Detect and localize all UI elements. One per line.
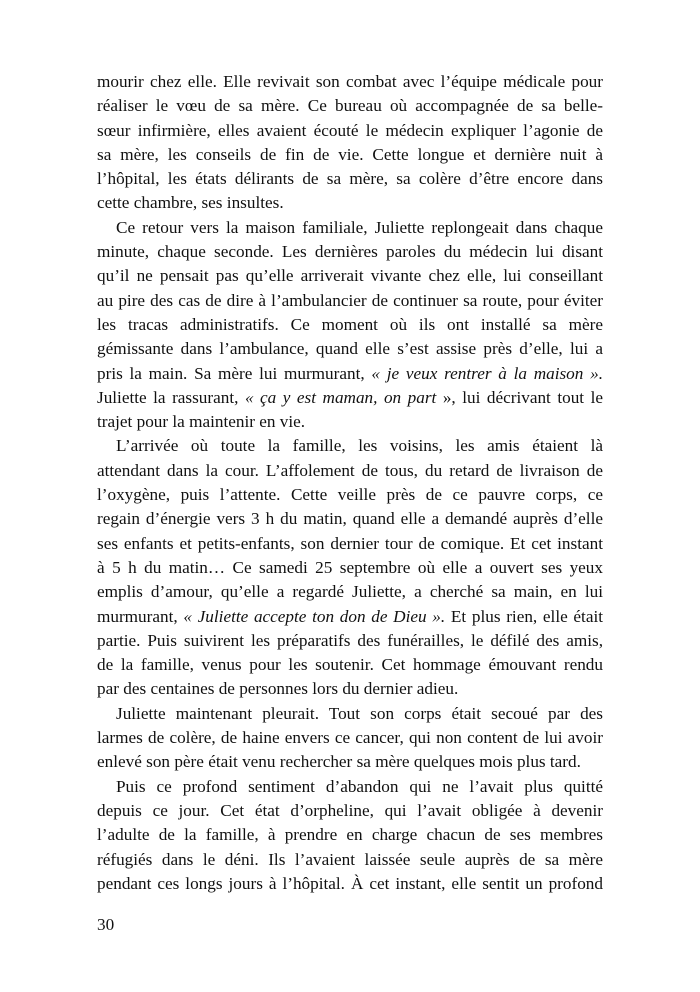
text-line xyxy=(97,580,603,604)
text-line xyxy=(97,726,603,750)
text-line xyxy=(97,143,603,167)
text-line xyxy=(97,507,603,531)
text-segment: sa mère, les conseils de fin de vie. Cette longue et dernière nuit à xyxy=(97,144,603,164)
text-segment: réfugiés dans le déni. Ils l’avaient laissée seule auprès de sa mère xyxy=(97,849,603,869)
text-segment: à 5 h du matin… Ce samedi 25 septembre où elle a ouvert ses yeux xyxy=(97,557,603,577)
text-segment: l’hôpital, les états délirants de sa mère, sa colère d’être encore dans xyxy=(97,169,603,189)
paragraph xyxy=(97,434,603,701)
text-segment: partie. Puis suivirent les préparatifs des funérailles, le défilé des amis, xyxy=(97,630,603,650)
text-line xyxy=(97,799,603,823)
text-segment: sœur infirmière, elles avaient écouté le médecin expliquer l’agonie de xyxy=(97,120,603,140)
text-segment: Juliette maintenant pleurait. Tout son corps était secoué par des xyxy=(116,703,603,723)
text-segment: Et plus rien, elle était xyxy=(445,606,604,626)
text-line xyxy=(97,191,603,215)
text-segment: attendant dans la cour. L’affolement de tous, du retard de livraison de xyxy=(97,460,603,480)
text-segment: larmes de colère, de haine envers ce cancer, qui non content de lui avoir xyxy=(97,728,603,748)
text-line xyxy=(97,702,603,726)
page-body xyxy=(97,70,603,896)
text-segment: l’oxygène, puis l’attente. Cette veille près de ce pauvre corps, ce xyxy=(97,485,603,505)
text-line xyxy=(97,216,603,240)
page-number: 30 xyxy=(97,915,115,934)
text-line xyxy=(97,848,603,872)
text-segment: Ce retour vers la maison familiale, Juliette replongeait dans chaque xyxy=(116,217,603,237)
text-segment: depuis ce jour. Cet état d’orpheline, qui l’avait obligée à devenir xyxy=(97,800,603,820)
text-segment: murmurant, xyxy=(97,606,184,626)
text-segment: emplis d’amour, qu’elle a regardé Juliette, a cherché sa main, en lui xyxy=(97,582,603,602)
text-line xyxy=(97,119,603,143)
text-segment: regain d’énergie vers 3 h du matin, quand elle a demandé auprès d’elle xyxy=(97,509,603,529)
text-segment: l’adulte de la famille, à prendre en charge chacun de ses membres xyxy=(97,825,603,845)
paragraph xyxy=(97,775,603,896)
text-segment: Puis ce profond sentiment d’abandon qui ne l’avait plus quitté xyxy=(116,776,603,796)
text-line xyxy=(97,483,603,507)
text-line xyxy=(97,629,603,653)
text-line xyxy=(97,337,603,361)
text-line xyxy=(97,434,603,458)
text-segment: les tracas administratifs. Ce moment où ils ont installé sa mère xyxy=(97,314,603,334)
text-line xyxy=(97,94,603,118)
text-line xyxy=(97,459,603,483)
text-segment: pris la main. Sa mère lui murmurant, xyxy=(97,363,372,383)
text-line xyxy=(97,823,603,847)
text-segment: pendant ces longs jours à l’hôpital. À cet instant, elle sentit un profond xyxy=(97,873,603,893)
paragraph xyxy=(97,216,603,435)
text-segment: de la famille, venus pour les soutenir. Cet hommage émouvant rendu xyxy=(97,655,603,675)
text-line xyxy=(97,677,603,701)
quote-text: « je veux rentrer à la maison ». xyxy=(371,363,604,383)
text-segment: au pire des cas de dire à l’ambulancier de continuer sa route, pour éviter xyxy=(97,290,603,310)
text-line xyxy=(97,70,603,94)
text-segment: trajet pour la maintenir en vie. xyxy=(97,412,306,432)
text-line xyxy=(97,362,603,386)
text-line xyxy=(97,556,603,580)
text-line xyxy=(97,750,603,774)
text-line xyxy=(97,605,603,629)
paragraph xyxy=(97,70,603,216)
text-line xyxy=(97,775,603,799)
text-line xyxy=(97,289,603,313)
text-line xyxy=(97,653,603,677)
text-line xyxy=(97,167,603,191)
text-segment: cette chambre, ses insultes. xyxy=(97,193,284,213)
text-line xyxy=(97,313,603,337)
text-segment: gémissante dans l’ambulance, quand elle s’est assise près d’elle, lui a xyxy=(97,339,603,359)
text-segment: réaliser le vœu de sa mère. Ce bureau où accompagnée de sa belle- xyxy=(97,96,603,116)
text-segment: », lui décrivant tout le xyxy=(436,387,604,407)
paragraph xyxy=(97,702,603,775)
text-segment: qu’il ne pensait pas qu’elle arriverait vivante chez elle, lui conseillant xyxy=(97,266,603,286)
text-line xyxy=(97,240,603,264)
text-segment: ses enfants et petits-enfants, son dernier tour de comique. Et cet instant xyxy=(97,533,603,553)
text-segment: mourir chez elle. Elle revivait son combat avec l’équipe médicale pour xyxy=(97,72,603,91)
text-segment: par des centaines de personnes lors du dernier adieu. xyxy=(97,679,459,699)
text-line xyxy=(97,410,603,434)
quote-text: « ça y est maman, on part xyxy=(244,387,437,407)
text-segment: enlevé son père était venu rechercher sa mère quelques mois plus tard. xyxy=(97,752,581,772)
text-line xyxy=(97,264,603,288)
text-line xyxy=(97,386,603,410)
text-segment: L’arrivée où toute la famille, les voisins, les amis étaient là xyxy=(116,436,603,456)
text-line xyxy=(97,872,603,896)
quote-text: « Juliette accepte ton don de Dieu ». xyxy=(183,606,446,626)
text-segment: minute, chaque seconde. Les dernières paroles du médecin lui disant xyxy=(97,242,603,262)
text-segment: Juliette la rassurant, xyxy=(97,387,245,407)
text-line xyxy=(97,532,603,556)
